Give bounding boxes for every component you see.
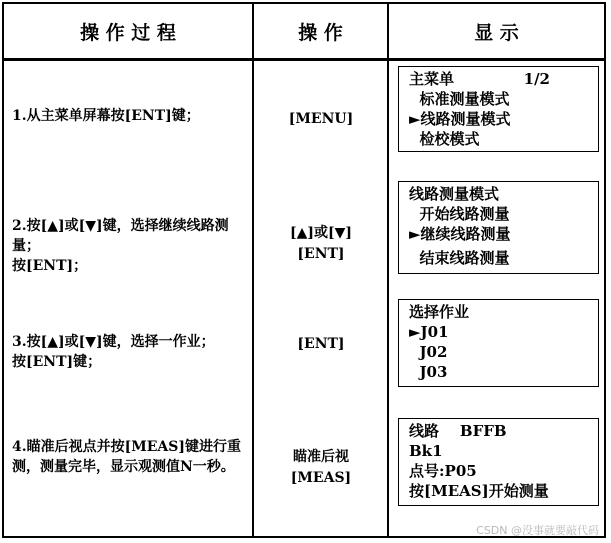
screen-select-job (398, 299, 599, 387)
step-4-process (12, 437, 248, 477)
step-3-key-line: [ENT] (297, 336, 345, 352)
step-4-key-line: [MEAS] (290, 470, 352, 486)
screen-title: 选择作业 (409, 303, 470, 321)
step-4-key-line: 瞄准后视 (293, 449, 349, 465)
step-2-key-line: [▲]或[▼] (289, 225, 353, 241)
step-4-process-line: 4.瞄准后视点并按[MEAS]键进行重测，测量完毕，显示观测值N一秒。 (12, 439, 242, 475)
step-1-process (12, 106, 248, 126)
screen-line: 结束线路测量 (409, 249, 510, 267)
screen-line: 按[MEAS]开始测量 (409, 482, 549, 500)
screen-line-selected: ►继续线路测量 (409, 225, 511, 243)
screen-line: 开始线路测量 (409, 205, 510, 223)
screen-line-measure (398, 418, 599, 506)
header-display: 显 示 (474, 21, 519, 44)
screen-line: J02 (409, 343, 448, 361)
step-1-keys (256, 109, 386, 130)
header-divider (2, 58, 606, 61)
screen-line-survey-mode (398, 181, 599, 274)
step-1-process-line: 1.从主菜单屏幕按[ENT]键； (12, 108, 200, 124)
step-2-process-line: 2.按[▲]或[▼]键，选择继续线路测量； (12, 218, 229, 254)
screen-main-menu (398, 66, 599, 152)
watermark: CSDN @没事就要敲代码 (476, 524, 599, 537)
screen-title: 线路测量模式 (409, 185, 500, 203)
step-3-keys (256, 334, 386, 355)
screen-line-selected: ►J01 (409, 323, 449, 341)
step-2-keys (256, 223, 386, 265)
step-1-key-line: [MENU] (288, 111, 354, 127)
step-3-process-line: 按[ENT]键； (12, 354, 102, 370)
screen-title-row (409, 69, 598, 89)
header-operation: 操 作 (298, 21, 343, 44)
screen-title: 主菜单 (409, 70, 455, 88)
screen-title: 线路 BFFB (409, 422, 507, 440)
step-2-process (12, 216, 248, 276)
step-3-process-line: 3.按[▲]或[▼]键，选择一作业； (12, 334, 215, 350)
screen-line: Bk1 (409, 442, 443, 460)
step-2-process-line: 按[ENT]； (12, 258, 88, 274)
step-3-process (12, 332, 248, 372)
step-4-keys (256, 447, 386, 489)
screen-line-selected: ►线路测量模式 (409, 110, 511, 128)
screen-line: 检校模式 (409, 130, 480, 148)
step-2-key-line: [ENT] (297, 246, 345, 262)
column-divider-1 (252, 2, 254, 538)
screen-line: 标准测量模式 (409, 90, 510, 108)
column-divider-2 (387, 2, 389, 538)
screen-line: J03 (409, 363, 448, 381)
screen-page-indicator: 1/2 (523, 70, 550, 88)
header-operation-process: 操 作 过 程 (80, 21, 176, 44)
screen-line: 点号:P05 (409, 462, 477, 480)
